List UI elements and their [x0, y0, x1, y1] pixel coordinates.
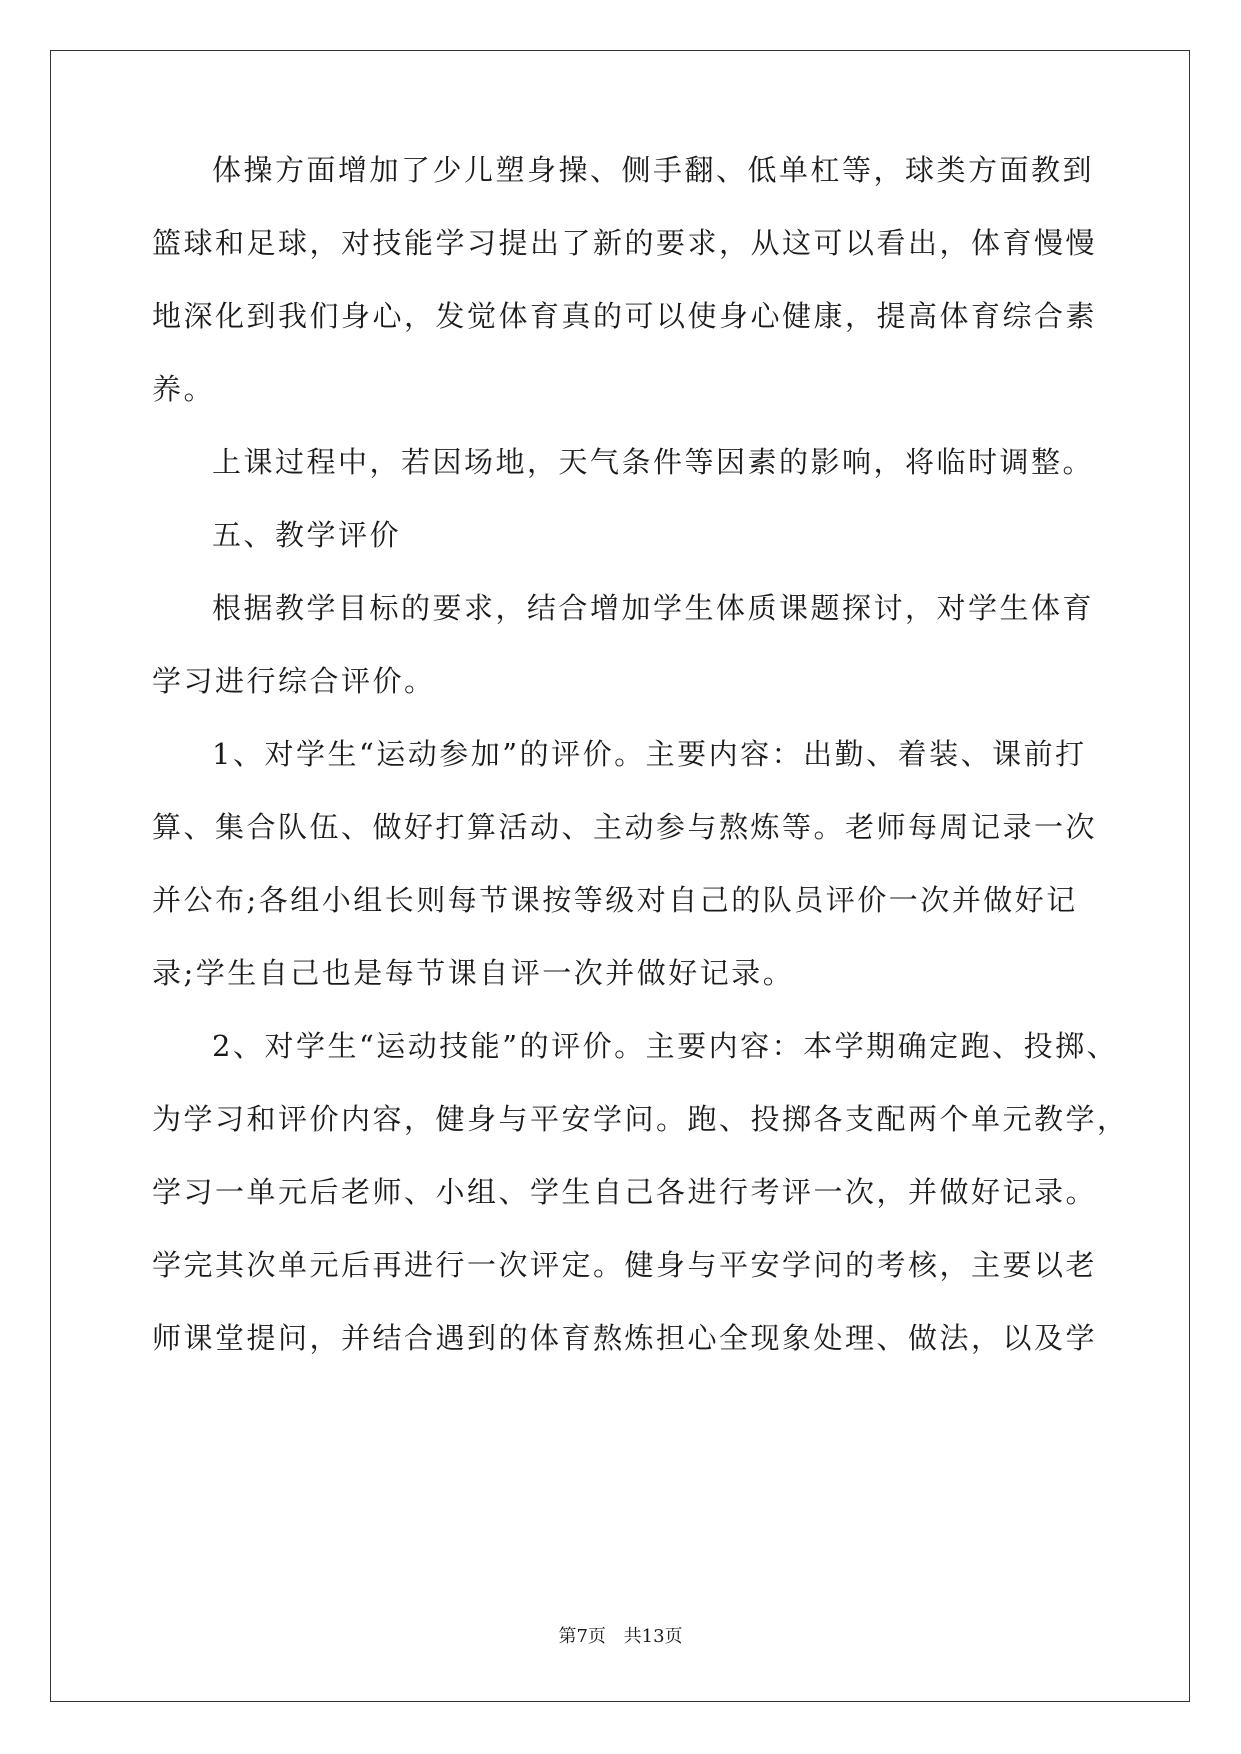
paragraph-line: 为学习和评价内容，健身与平安学问。跑、投掷各支配两个单元教学， [152, 1102, 1129, 1136]
paragraph-line: 学完其次单元后再进行一次评定。健身与平安学问的考核，主要以老 [152, 1248, 1098, 1282]
paragraph-line: 上课过程中，若因场地，天气条件等因素的影响，将临时调整。 [212, 445, 1095, 479]
paragraph-line: 2、对学生“运动技能”的评价。主要内容：本学期确定跑、投掷、 [212, 1029, 1119, 1063]
page-number-total: 共13页 [623, 1626, 683, 1647]
page-footer [0, 1626, 1241, 1648]
paragraph-line: 学习一单元后老师、小组、学生自己各进行考评一次，并做好记录。 [152, 1175, 1098, 1209]
paragraph-line: 录;学生自己也是每节课自评一次并做好记录。 [152, 956, 795, 990]
paragraph-line: 体操方面增加了少儿塑身操、侧手翻、低单杠等，球类方面教到 [212, 153, 1095, 187]
section-heading: 五、教学评价 [212, 518, 402, 552]
paragraph-line: 养。 [152, 372, 216, 406]
paragraph-line: 地深化到我们身心，发觉体育真的可以使身心健康，提高体育综合素 [152, 299, 1098, 333]
page-number-current: 第7页 [558, 1626, 606, 1647]
paragraph-line: 1、对学生“运动参加”的评价。主要内容：出勤、着装、课前打 [212, 737, 1087, 771]
paragraph-line: 学习进行综合评价。 [152, 664, 436, 698]
paragraph-line: 篮球和足球，对技能学习提出了新的要求，从这可以看出，体育慢慢 [152, 226, 1098, 260]
paragraph-line: 师课堂提问，并结合遇到的体育熬炼担心全现象处理、做法，以及学 [152, 1321, 1098, 1355]
paragraph-line: 算、集合队伍、做好打算活动、主动参与熬炼等。老师每周记录一次 [152, 810, 1098, 844]
paragraph-line: 根据教学目标的要求，结合增加学生体质课题探讨，对学生体育 [212, 591, 1095, 625]
paragraph-line: 并公布;各组小组长则每节课按等级对自己的队员评价一次并做好记 [152, 883, 1078, 917]
